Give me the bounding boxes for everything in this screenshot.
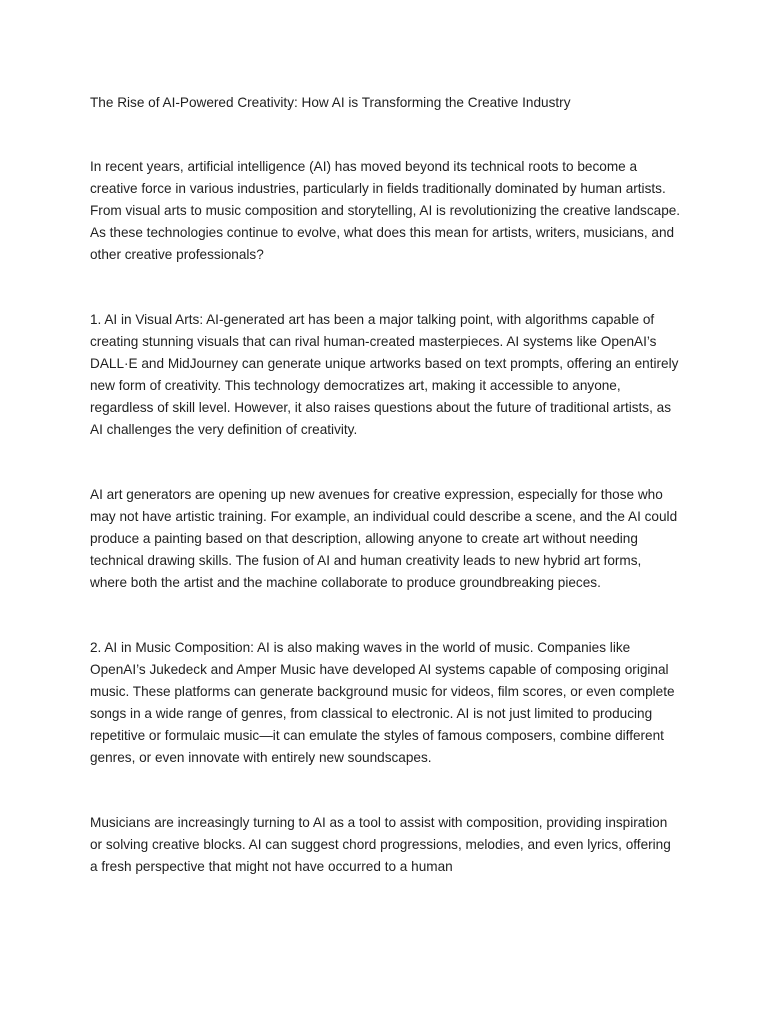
document-title: The Rise of AI-Powered Creativity: How AI is Transforming the Creative Industry (90, 95, 571, 110)
paragraph-intro: In recent years, artificial intelligence (AI) has moved beyond its technical roots to become a creative force in various industries, particularly in fields traditionally dominated by human artists. From visual arts to music composition and storytelling, AI is revolutionizing the creative landscape. As these technologies continue to evolve, what does this mean for artists, writers, musicians, and other creative professionals? (90, 159, 681, 262)
paragraph-visual-arts: 1. AI in Visual Arts: AI-generated art has been a major talking point, with algorithms capable of creating stunning visuals that can rival human-created masterpieces. AI systems like OpenAI’s DALL·E and MidJourney can generate unique artworks based on text prompts, offering an entirely new form of creativity. This technology democratizes art, making it accessible to anyone, regardless of skill level. However, it also raises questions about the future of traditional artists, as AI challenges the very definition of creativity. (90, 312, 679, 437)
paragraph-music-composition: 2. AI in Music Composition: AI is also making waves in the world of music. Companies like OpenAI’s Jukedeck and Amper Music have developed AI systems capable of composing original music. These platforms can generate background music for videos, film scores, or even complete songs in a wide range of genres, from classical to electronic. AI is not just limited to producing repetitive or formulaic music—it can emulate the styles of famous composers, combine different genres, or even innovate with entirely new soundscapes. (90, 640, 675, 765)
paragraph-art-generators: AI art generators are opening up new avenues for creative expression, especially for those who may not have artistic training. For example, an individual could describe a scene, and the AI could produce a painting based on that description, allowing anyone to create art without needing technical drawing skills. The fusion of AI and human creativity leads to new hybrid art forms, where both the artist and the machine collaborate to produce groundbreaking pieces. (90, 487, 678, 590)
paragraph-musicians: Musicians are increasingly turning to AI as a tool to assist with composition, providing inspiration or solving creative blocks. AI can suggest chord progressions, melodies, and even lyrics, offering a fresh perspective that might not have occurred to a human (90, 815, 671, 874)
